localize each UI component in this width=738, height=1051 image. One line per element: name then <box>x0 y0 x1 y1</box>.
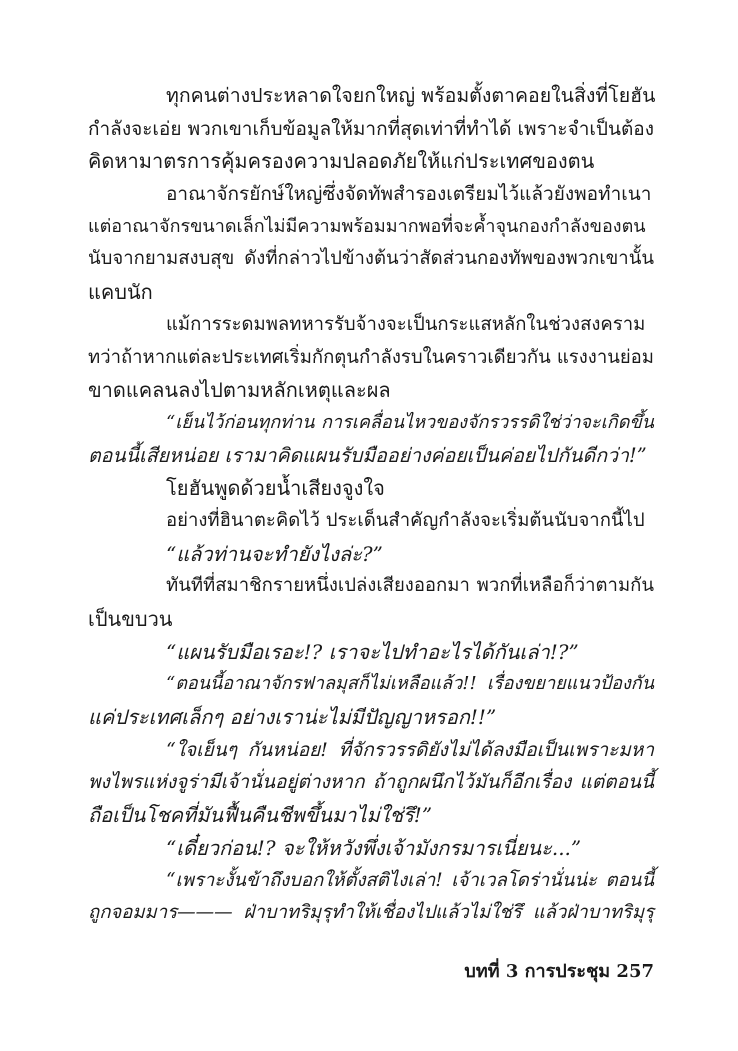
text-line: ทันทีที่สมาชิกรายหนึ่งเปล่งเสียงออกมา พวกที่เหลือก็ว่าตามกัน <box>166 575 654 597</box>
text-line: “ตอนนี้อาณาจักรฟาลมุสก็ไม่เหลือแล้ว!! เรื่องขยายแนวป้องกัน <box>166 673 654 695</box>
text-line: “เพราะงั้นข้าถึงบอกให้ตั้งสติไงเล่า! เจ้าเวลโดร่านั่นน่ะ ตอนนี้ <box>166 869 654 891</box>
text-line: แค่ประเทศเล็กๆ อย่างเราน่ะไม่มีปัญญาหรอก!!” <box>88 705 497 730</box>
text-line: เป็นขบวน <box>88 607 173 631</box>
text-line: กำลังจะเอ่ย พวกเขาเก็บข้อมูลให้มากที่สุดเท่าที่ทำได้ เพราะจำเป็นต้อง <box>88 117 654 140</box>
text-line: แคบนัก <box>88 280 153 305</box>
text-line: อาณาจักรยักษ์ใหญ่ซึ่งจัดทัพสำรองเตรียมไว้แล้วยังพอทำเนา <box>166 183 652 206</box>
text-line: ตอนนี้เสียหน่อย เรามาคิดแผนรับมืออย่างค่อยเป็นค่อยไปกันดีกว่า!” <box>88 443 647 467</box>
text-line: พงไพรแห่งจูร่ามีเจ้านั่นอยู่ต่างหาก ถ้าถูกผนึกไว้มันก็อีกเรื่อง แต่ตอนนี้ <box>88 771 654 794</box>
text-line: คิดหามาตรการคุ้มครองความปลอดภัยให้แก่ประเทศของตน <box>88 149 595 174</box>
text-line: แต่อาณาจักรขนาดเล็กไม่มีความพร้อมมากพอที่จะค้ำจุนกองกำลังของตน <box>88 215 646 237</box>
text-line: ทุกคนต่างประหลาดใจยกใหญ่ พร้อมตั้งตาคอยในสิ่งที่โยฮัน <box>166 84 656 107</box>
text-line: “แล้วท่านจะทำยังไงล่ะ?” <box>166 541 383 566</box>
text-line: โยฮันพูดด้วยน้ำเสียงจูงใจ <box>166 476 385 501</box>
text-line: “เย็นไว้ก่อนทุกท่าน การเคลื่อนไหวของจักรวรรดิใช่ว่าจะเกิดขึ้น <box>166 411 654 433</box>
text-line: ขาดแคลนลงไปตามหลักเหตุและผล <box>88 378 391 403</box>
text-body <box>88 80 654 930</box>
page-footer: บทที่ 3 การประชุม 257 <box>464 961 654 982</box>
text-line: “เดี๋ยวก่อน!? จะให้หวังพึ่งเจ้ามังกรมารเนี่ยนะ...” <box>166 835 582 860</box>
text-line: ถูกจอมมาร——— ฝ่าบาทริมุรุทำให้เชื่องไปแล้วไม่ใช่รึ แล้วฝ่าบาทริมุรุ <box>88 902 654 924</box>
text-line: นับจากยามสงบสุข ดังที่กล่าวไปข้างต้นว่าสัดส่วนกองทัพของพวกเขานั้น <box>88 248 654 270</box>
text-line: อย่างที่ฮินาตะคิดไว้ ประเด็นสำคัญกำลังจะเริ่มต้นนับจากนี้ไป <box>166 509 645 531</box>
text-line: “แผนรับมือเรอะ!? เราจะไปทำอะไรได้กันเล่า!?” <box>166 639 579 664</box>
text-line: ถือเป็นโชคที่มันฟื้นคืนชีพขึ้นมาไม่ใช่รึ!” <box>88 803 433 828</box>
text-line: “ใจเย็นๆ กันหน่อย! ที่จักรวรรดิยังไม่ได้ลงมือเป็นเพราะมหา <box>166 738 654 761</box>
text-line: ทว่าถ้าหากแต่ละประเทศเริ่มกักตุนกำลังรบในคราวเดียวกัน แรงงานย่อม <box>88 346 654 368</box>
text-line: แม้การระดมพลทหารรับจ้างจะเป็นกระแสหลักในช่วงสงคราม <box>166 313 646 335</box>
